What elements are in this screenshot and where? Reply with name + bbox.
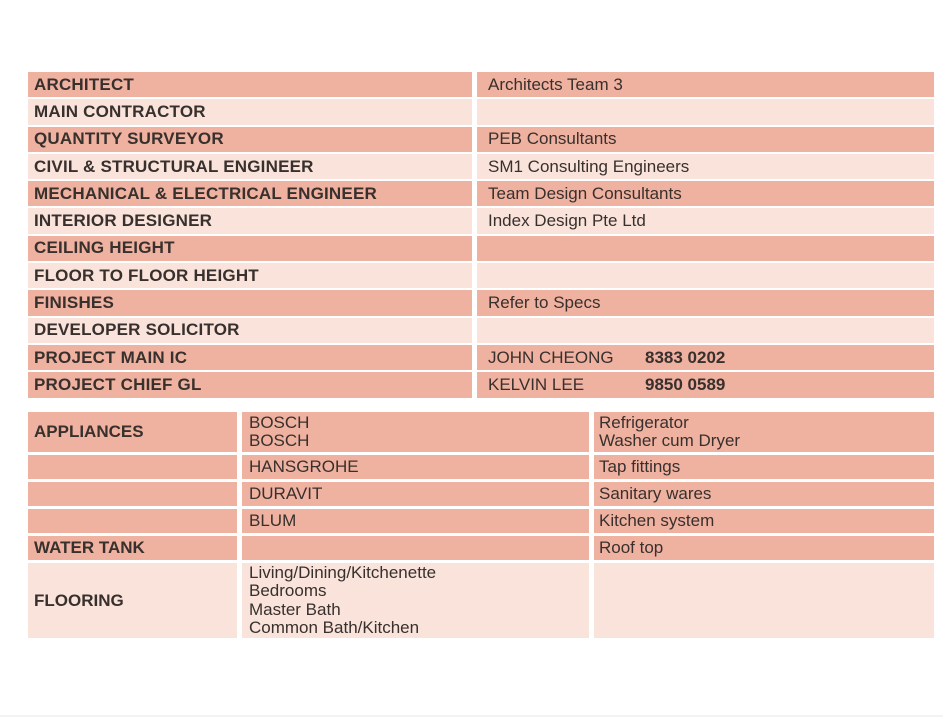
brand-cell: BLUM [242,509,589,533]
row-value [477,345,934,370]
row-label: CIVIL & STRUCTURAL ENGINEER [28,154,472,179]
row-label [28,509,237,533]
table-row-blum [28,509,934,533]
row-label: FLOOR TO FLOOR HEIGHT [28,263,472,288]
row-value: Architects Team 3 [477,72,934,97]
flooring-line: Common Bath/Kitchen [249,618,420,637]
row-value [477,372,934,397]
table-row-developer-solicitor [28,318,934,343]
brand-line: BOSCH [249,431,310,450]
row-value [477,236,934,261]
item-line: Washer cum Dryer [599,431,741,450]
item-cell: Sanitary wares [594,482,934,506]
table-row-hansgrohe [28,455,934,479]
phone-number: 9850 0589 [645,374,726,394]
item-cell: Roof top [594,536,934,560]
table-row-project-chief-gl [28,372,934,397]
row-value: Index Design Pte Ltd [477,208,934,233]
flooring-line: Master Bath [249,599,341,619]
table-row-project-main-ic [28,345,934,370]
row-value: SM1 Consulting Engineers [477,154,934,179]
row-value: Team Design Consultants [477,181,934,206]
brand-cell [242,563,589,638]
row-label: CEILING HEIGHT [28,236,472,261]
row-label: DEVELOPER SOLICITOR [28,318,472,343]
row-label: PROJECT CHIEF GL [28,372,472,397]
row-label: FLOORING [28,563,237,638]
row-label: WATER TANK [28,536,237,560]
row-label [28,482,237,506]
row-label: MECHANICAL & ELECTRICAL ENGINEER [28,181,472,206]
row-label: QUANTITY SURVEYOR [28,127,472,152]
row-value: Refer to Specs [477,290,934,315]
row-label: FINISHES [28,290,472,315]
table-row-quantity-surveyor [28,127,934,152]
item-line: Refrigerator [599,412,689,432]
row-value [477,263,934,288]
brand-cell: HANSGROHE [242,455,589,479]
item-cell [594,412,934,452]
flooring-line: Bedrooms [249,581,327,600]
phone-number: 8383 0202 [645,347,726,367]
row-value [477,99,934,124]
item-cell [594,563,934,638]
table-row-architect [28,72,934,97]
row-label: PROJECT MAIN IC [28,345,472,370]
brand-cell [242,536,589,560]
table-row-flooring [28,563,934,638]
table-row-duravit [28,482,934,506]
table-row-appliances [28,412,934,452]
row-label [28,455,237,479]
row-value: PEB Consultants [477,127,934,152]
flooring-line: Living/Dining/Kitchenette [249,562,437,582]
row-label: APPLIANCES [28,412,237,452]
brand-cell [242,412,589,452]
table-row-finishes [28,290,934,315]
contact-name: JOHN CHEONG [488,347,614,367]
row-label: MAIN CONTRACTOR [28,99,472,124]
brand-cell: DURAVIT [242,482,589,506]
table-row-water-tank [28,536,934,560]
table-row-mechanical-electrical-engineer [28,181,934,206]
row-value [477,318,934,343]
item-cell: Tap fittings [594,455,934,479]
row-label: INTERIOR DESIGNER [28,208,472,233]
contact-name: KELVIN LEE [488,374,585,394]
row-label: ARCHITECT [28,72,472,97]
table-row-main-contractor [28,99,934,124]
table-row-floor-to-floor-height [28,263,934,288]
item-cell: Kitchen system [594,509,934,533]
spec-table [28,412,934,641]
project-info-table [28,72,934,400]
table-row-interior-designer [28,208,934,233]
table-row-ceiling-height [28,236,934,261]
table-row-civil-structural-engineer [28,154,934,179]
brand-line: BOSCH [249,412,310,432]
